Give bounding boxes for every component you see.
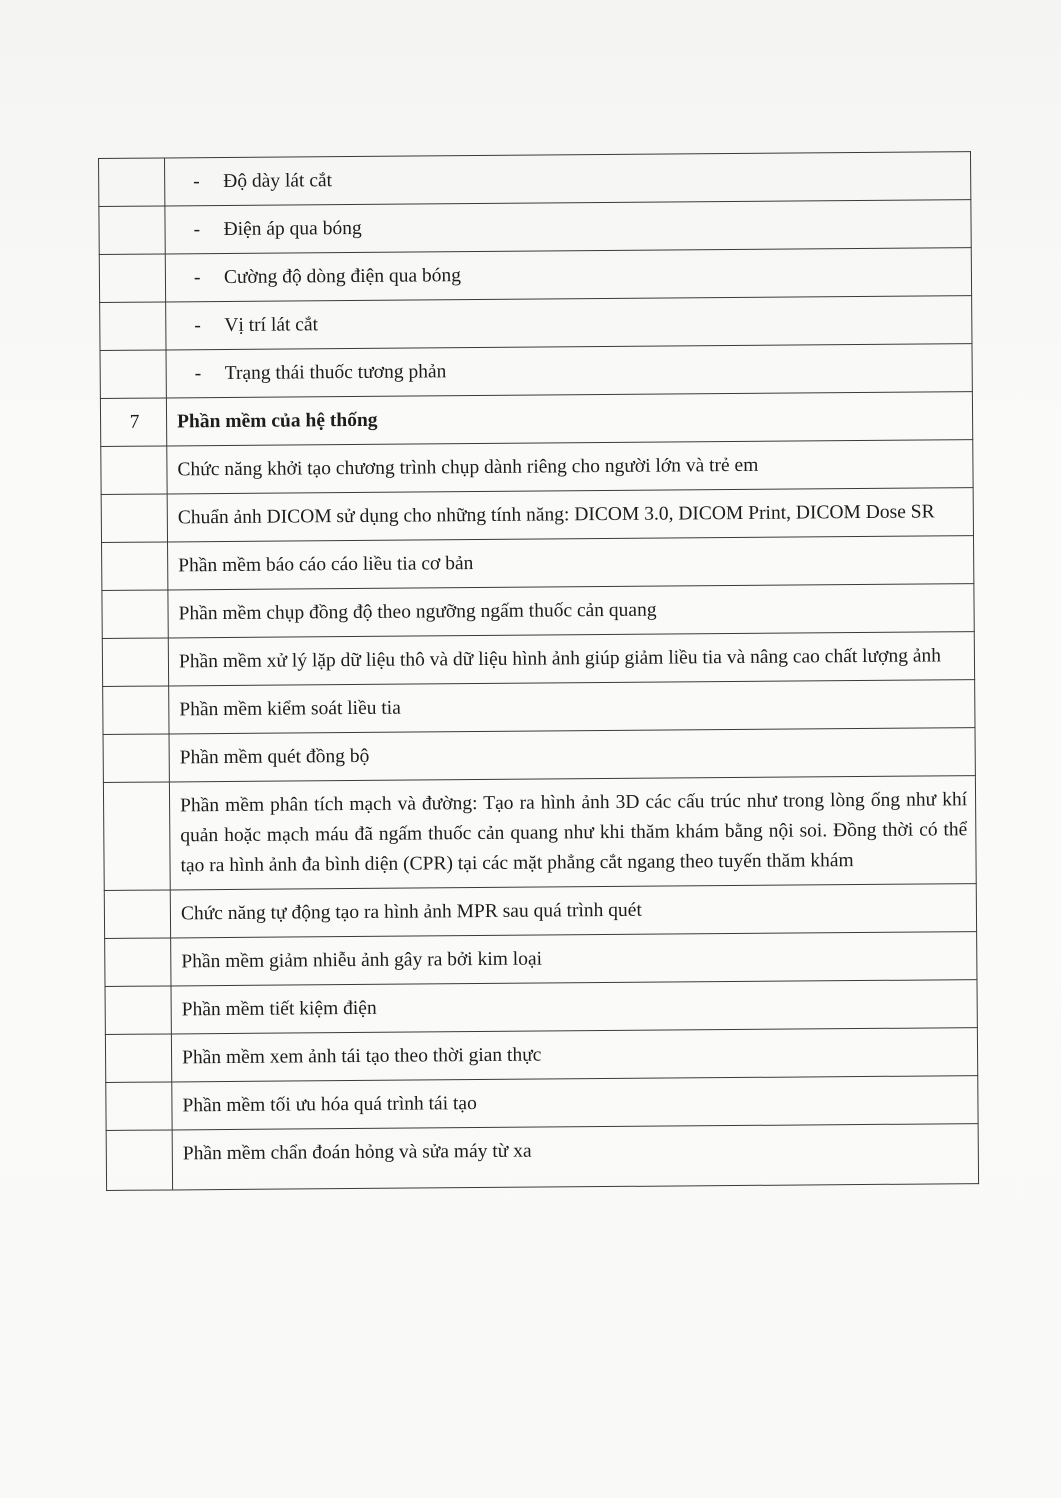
feature-cell: Chức năng khởi tạo chương trình chụp dành riêng cho người lớn và trẻ em	[167, 440, 973, 494]
bullet-cell	[166, 344, 972, 398]
row-number-cell	[102, 542, 168, 591]
table-row	[103, 680, 975, 735]
table-row	[102, 632, 974, 687]
feature-cell: Phần mềm báo cáo cáo liều tia cơ bản	[168, 536, 974, 590]
bullet-text: Độ dày lát cắt	[223, 170, 333, 193]
feature-cell: Chuẩn ảnh DICOM sử dụng cho những tính năng: DICOM 3.0, DICOM Print, DICOM Dose SR	[167, 488, 973, 542]
table-row	[104, 884, 976, 939]
bullet-dash: -	[194, 363, 202, 385]
table-row	[101, 488, 973, 543]
bullet-text: Điện áp qua bóng	[223, 217, 362, 241]
feature-cell: Phần mềm xem ảnh tái tạo theo thời gian thực	[171, 1028, 977, 1082]
row-number-cell	[103, 734, 169, 783]
bullet-cell	[165, 152, 971, 206]
row-number-cell	[99, 206, 165, 255]
row-number-cell	[104, 890, 170, 939]
table-row	[105, 980, 977, 1035]
table-row	[105, 1028, 977, 1083]
row-number-cell	[103, 686, 169, 735]
table-row	[99, 152, 971, 207]
table-row	[99, 200, 971, 255]
table-row	[101, 440, 973, 495]
feature-cell: Phần mềm chẩn đoán hỏng và sửa máy từ xa	[172, 1124, 978, 1190]
section-header-row	[100, 392, 972, 447]
feature-cell: Phần mềm phân tích mạch và đường: Tạo ra hình ảnh 3D các cấu trúc như trong lòng ống như khí quản hoặc mạch máu đã ngấm thuốc cản quang như khi thăm khám bằng nội soi. Đồng thời có thể tạo ra hình ảnh đa bình diện (CPR) tại các mặt phẳng cắt ngang theo tuyến thăm khám	[169, 776, 976, 890]
row-number-cell	[102, 638, 168, 687]
row-number-cell	[99, 158, 165, 207]
bullet-dash: -	[193, 219, 201, 241]
row-number-cell	[101, 446, 167, 495]
table-row	[102, 536, 974, 591]
feature-cell: Phần mềm kiểm soát liều tia	[169, 680, 975, 734]
row-number-cell	[101, 494, 167, 543]
table-row	[100, 296, 972, 351]
feature-cell: Phần mềm xử lý lặp dữ liệu thô và dữ liệu hình ảnh giúp giảm liều tia và nâng cao chất lượng ảnh	[168, 632, 974, 686]
feature-cell: Phần mềm chụp đồng độ theo ngưỡng ngấm thuốc cản quang	[168, 584, 974, 638]
row-number-cell	[105, 938, 171, 987]
row-number-cell	[100, 302, 166, 351]
row-number-cell	[103, 782, 170, 891]
table-row	[103, 776, 976, 891]
bullet-cell	[165, 248, 971, 302]
bullet-dash: -	[194, 315, 201, 337]
bullet-cell	[166, 296, 972, 350]
table-row	[105, 932, 977, 987]
table-row	[106, 1124, 978, 1191]
table-row	[106, 1076, 978, 1131]
row-number-cell	[106, 1130, 172, 1191]
bullet-text: Vị trí lát cắt	[224, 314, 319, 337]
feature-cell: Phần mềm tối ưu hóa quá trình tái tạo	[172, 1076, 978, 1130]
feature-cell: Phần mềm tiết kiệm điện	[171, 980, 977, 1034]
bullet-dash: -	[193, 267, 201, 289]
table-row	[103, 728, 975, 783]
feature-cell: Phần mềm quét đồng bộ	[169, 728, 975, 782]
table-row	[100, 344, 972, 399]
row-number-cell	[99, 254, 165, 303]
row-number-cell	[105, 1034, 171, 1083]
section-number: 7	[100, 398, 166, 447]
bullet-dash: -	[193, 171, 200, 193]
section-title: Phần mềm của hệ thống	[166, 392, 972, 446]
table-row	[102, 584, 974, 639]
specification-table	[98, 151, 979, 1191]
row-number-cell	[100, 350, 166, 399]
bullet-text: Cường độ dòng điện qua bóng	[223, 265, 462, 289]
table-row	[99, 248, 971, 303]
bullet-text: Trạng thái thuốc tương phản	[224, 361, 447, 385]
feature-cell: Phần mềm giảm nhiễu ảnh gây ra bởi kim loại	[171, 932, 977, 986]
row-number-cell	[102, 590, 168, 639]
bullet-cell	[165, 200, 971, 254]
row-number-cell	[105, 986, 171, 1035]
feature-cell: Chức năng tự động tạo ra hình ảnh MPR sau quá trình quét	[170, 884, 976, 938]
row-number-cell	[106, 1082, 172, 1131]
